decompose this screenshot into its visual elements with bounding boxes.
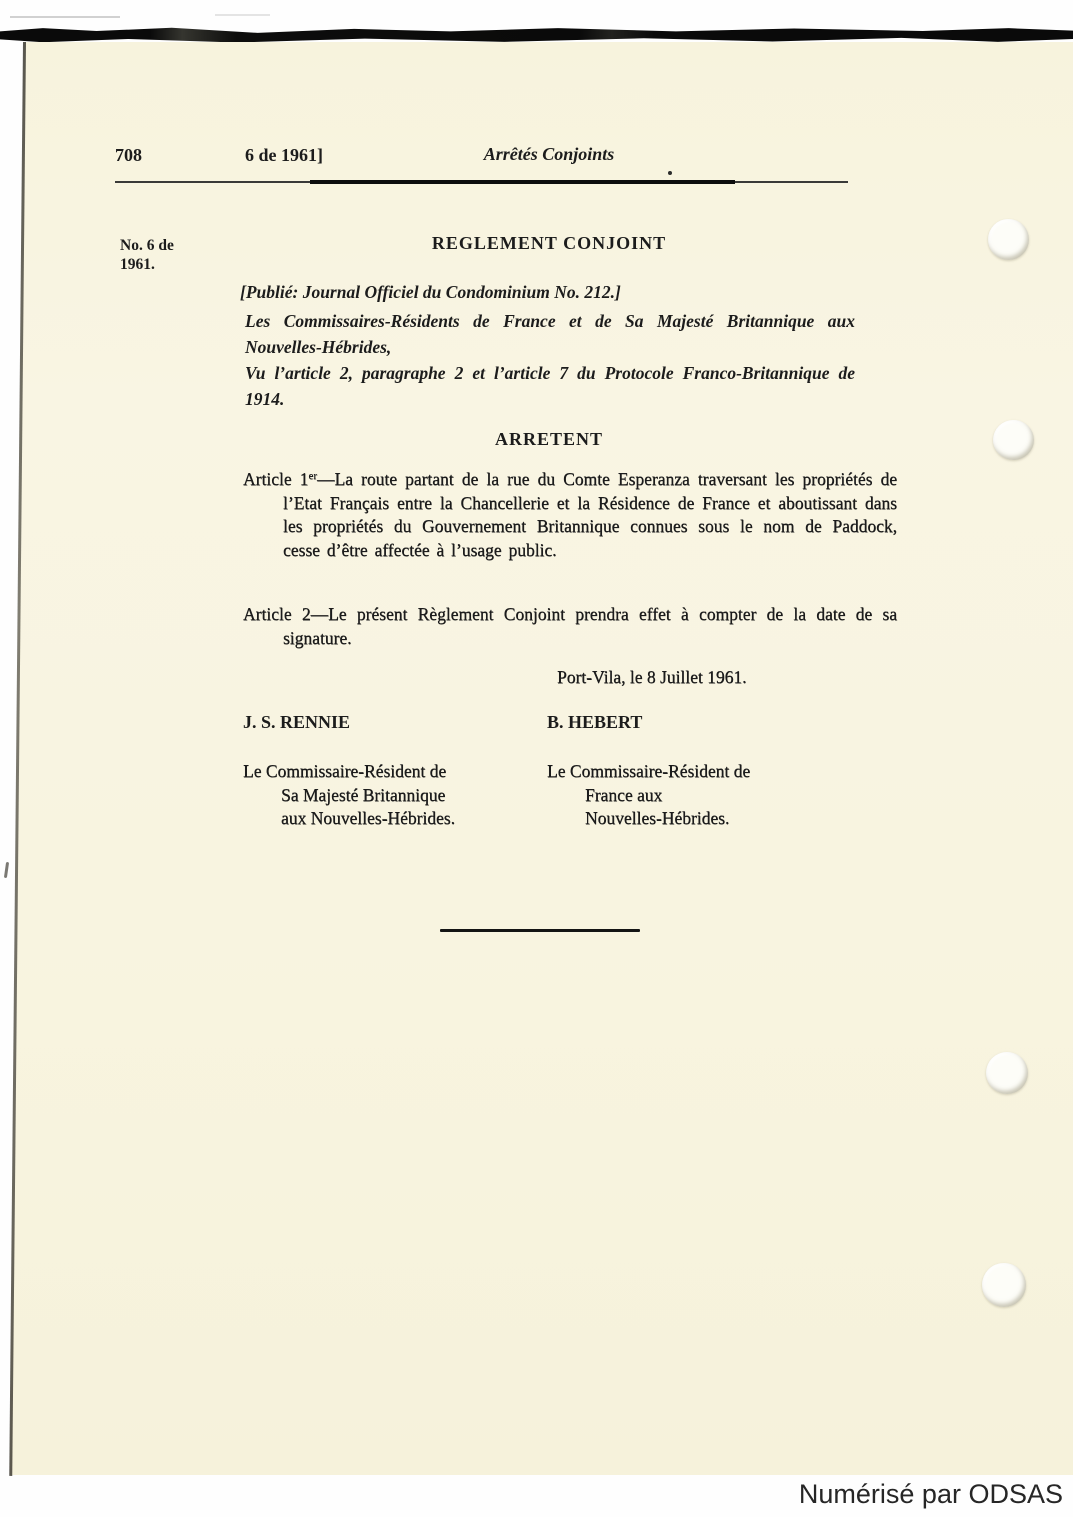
article-2-text: Le présent Règlement Conjoint prendra effet à compter de la date de sa signature.: [283, 604, 897, 648]
article-2-label: Article 2: [243, 604, 311, 624]
dateline: Port-Vila, le 8 Juillet 1961.: [557, 667, 747, 687]
punch-hole-3: [986, 1052, 1028, 1094]
article-1-paragraph: [243, 465, 897, 562]
signatory-title-line: Le Commissaire-Résident de: [243, 761, 447, 781]
signatory-title-british: [243, 760, 455, 831]
signatory-title-line: Nouvelles-Hébrides.: [585, 808, 730, 828]
enacting-heading: ARRETENT: [494, 429, 604, 449]
signatory-title-line: Le Commissaire-Résident de: [547, 761, 751, 781]
punch-hole-1: [988, 219, 1029, 260]
signatory-name-british: J. S. RENNIE: [243, 712, 351, 732]
preamble-vu-clause: Vu l’article 2, paragraphe 2 et l’article 7 du Protocole Franco-Britannique de 1914.: [245, 363, 855, 409]
article-2-paragraph: [243, 603, 897, 650]
margin-note-line-1: No. 6 de: [120, 237, 174, 254]
punch-hole-2: [993, 420, 1034, 460]
header-rule: [115, 181, 848, 183]
punch-hole-4: [982, 1263, 1026, 1307]
signatory-title-line: France aux: [585, 784, 663, 805]
section-divider: [440, 929, 640, 932]
margin-note-line-2: 1961.: [120, 256, 155, 273]
scan-artifact-dash: [10, 16, 120, 18]
margin-note: [120, 236, 174, 274]
header-rule-thick-segment: [310, 180, 735, 184]
scan-artifact-dash: [215, 14, 270, 16]
publication-reference: [Publié: Journal Officiel du Condominium No. 212.]: [240, 282, 621, 302]
signatory-name-french: B. HEBERT: [547, 712, 643, 732]
article-2-dash: —: [310, 604, 329, 624]
running-page-number: 708: [115, 145, 142, 165]
running-issue-ref: 6 de 1961]: [245, 145, 323, 165]
article-1-text: La route partant de la rue du Comte Esperanza traversant les propriétés de l’Etat Français entre la Chancellerie et la Résidence de France et aboutissant dans les propriétés du Gouvernement Britannique connues sous le nom de Paddock, cesse d’être affectée à l’usage public.: [283, 469, 897, 560]
signatory-title-line: Sa Majesté Britannique: [281, 784, 446, 805]
article-1-ordinal-suffix: er: [308, 470, 317, 482]
signatory-title-french: [547, 760, 750, 831]
preamble-parties: Les Commissaires-Résidents de France et de Sa Majesté Britannique aux Nouvelles-Hébrides,: [245, 311, 855, 357]
signatory-title-line: aux Nouvelles-Hébrides.: [281, 808, 455, 828]
scan-artifact-tick: [4, 862, 9, 878]
article-1-dash: —: [316, 469, 335, 489]
article-1-label: Article 1: [243, 469, 309, 489]
document-title: REGLEMENT CONJOINT: [431, 233, 667, 253]
running-section-title: Arrêtés Conjoints: [483, 144, 615, 164]
scan-speck-dot: [668, 171, 672, 175]
scan-artifact-top-bar: [0, 26, 1073, 44]
watermark-odsas: Numérisé par ODSAS: [798, 1479, 1063, 1509]
